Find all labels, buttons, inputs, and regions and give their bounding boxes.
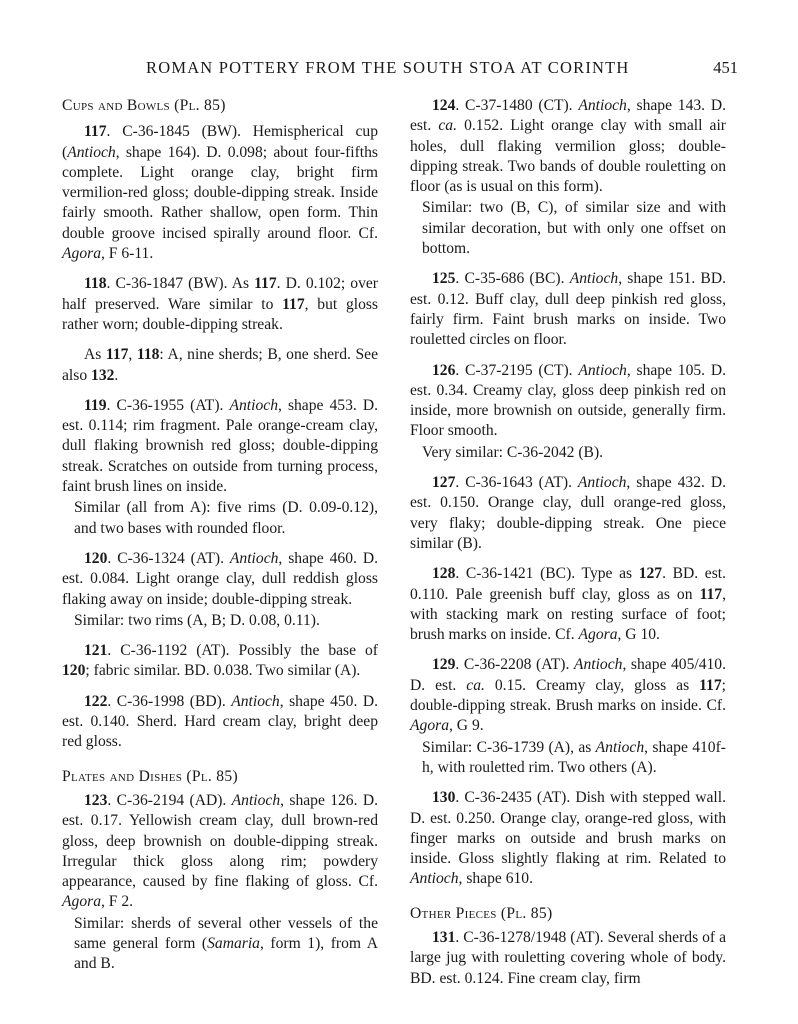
- catalogue-entry-123: 123. C-36-2194 (AD). Antioch, shape 126. D. est. 0.17. Yellowish cream clay, dull brown-red gloss, deep brownish on double-dipping streak. Irregular thick gloss along rim; powdery appearance, caused by fine flaking of gloss. Cf. Agora, F 2.: [62, 791, 378, 911]
- catalogue-entry-130: 130. C-36-2435 (AT). Dish with stepped wall. D. est. 0.250. Orange clay, orange-red gloss, with finger marks on outside and brush marks on inside. Gloss slightly flaking at rim. Related to Antioch, shape 610.: [410, 789, 726, 888]
- catalogue-entry-126: 126. C-37-2195 (CT). Antioch, shape 105. D. est. 0.34. Creamy clay, gloss deep pinkish red on inside, more brownish on outside, generally firm. Floor smooth.: [410, 361, 726, 440]
- catalogue-entry-122: 122. C-36-1998 (BD). Antioch, shape 450. D. est. 0.140. Sherd. Hard cream clay, bright deep red gloss.: [62, 692, 378, 751]
- catalogue-entry-128: 128. C-36-1421 (BC). Type as 127. BD. est. 0.110. Pale greenish buff clay, gloss as on 117, with stacking mark on resting surface of foot; brush marks on inside. Cf. Agora, G 10.: [410, 565, 726, 644]
- similar-note-119: Similar (all from A): five rims (D. 0.09-0.12), and two bases with rounded floor.: [74, 499, 378, 537]
- catalogue-entry-131: 131. C-36-1278/1948 (AT). Several sherds of a large jug with rouletting covering whole of body. BD. est. 0.124. Fine cream clay, firm: [410, 928, 726, 987]
- left-column: [62, 96, 378, 975]
- catalogue-entry-119: 119. C-36-1955 (AT). Antioch, shape 453. D. est. 0.114; rim fragment. Pale orange-cream clay, dull flaking brownish red gloss; double-dipping streak. Scratches on outside from turning process, faint brush lines on inside.: [62, 396, 378, 496]
- catalogue-entry-120: 120. C-36-1324 (AT). Antioch, shape 460. D. est. 0.084. Light orange clay, dull reddish gloss flaking away on inside; double-dipping streak.: [62, 549, 378, 608]
- section-heading-plates-and-dishes: Plates and Dishes (Pl. 85): [62, 767, 238, 785]
- page-number: 451: [713, 58, 738, 77]
- similar-note-129: Similar: C-36-1739 (A), as Antioch, shape 410f-h, with rouletted rim. Two others (A).: [422, 738, 726, 776]
- catalogue-entry-118: 118. C-36-1847 (BW). As 117. D. 0.102; over half preserved. Ware similar to 117, but gloss rather worn; double-dipping streak.: [62, 275, 379, 333]
- similar-note-126: Very similar: C-36-2042 (B).: [422, 443, 604, 461]
- similar-note-120: Similar: two rims (A, B; D. 0.08, 0.11).: [74, 611, 320, 629]
- similar-note-117-118: As 117, 118: A, nine sherds; B, one sherd. See also 132.: [62, 346, 379, 384]
- page-header: [62, 58, 738, 82]
- section-heading-cups-and-bowls: Cups and Bowls (Pl. 85): [62, 97, 226, 114]
- similar-note-124: Similar: two (B, C), of similar size and with similar decoration, but with only one offset on bottom.: [422, 199, 726, 258]
- catalogue-entry-125: 125. C-35-686 (BC). Antioch, shape 151. BD. est. 0.12. Buff clay, dull deep pinkish red gloss, fairly firm. Faint brush marks on inside. Two rouletted circles on floor.: [410, 270, 726, 349]
- catalogue-entry-117: 117. C-36-1845 (BW). Hemispherical cup (Antioch, shape 164). D. 0.098; about four-fifths complete. Light orange clay, bright firm vermilion-red gloss; double-dipping streak. Inside fairly smooth. Rather shallow, open form. Thin double groove incised spirally around floor. Cf. Agora, F 6-11.: [62, 123, 378, 263]
- right-column: [410, 96, 726, 989]
- catalogue-entry-124: 124. C-37-1480 (CT). Antioch, shape 143. D. est. ca. 0.152. Light orange clay with small air holes, dull flaking vermilion gloss; double-dipping streak. Two bands of double rouletting on floor (as is usual on this form).: [410, 97, 726, 196]
- running-title: ROMAN POTTERY FROM THE SOUTH STOA AT CORINTH: [146, 58, 630, 77]
- catalogue-entry-129: 129. C-36-2208 (AT). Antioch, shape 405/410. D. est. ca. 0.15. Creamy clay, gloss as 117; double-dipping streak. Brush marks on inside. Cf. Agora, G 9.: [410, 656, 726, 735]
- similar-note-123: Similar: sherds of several other vessels of the same general form (Samaria, form 1), from A and B.: [74, 914, 379, 973]
- catalogue-entry-127: 127. C-36-1643 (AT). Antioch, shape 432. D. est. 0.150. Orange clay, dull orange-red gloss, very flaky; double-dipping streak. One piece similar (B).: [410, 474, 726, 552]
- section-heading-other-pieces: Other Pieces (Pl. 85): [410, 904, 553, 922]
- catalogue-entry-121: 121. C-36-1192 (AT). Possibly the base of 120; fabric similar. BD. 0.038. Two similar (A).: [62, 642, 378, 680]
